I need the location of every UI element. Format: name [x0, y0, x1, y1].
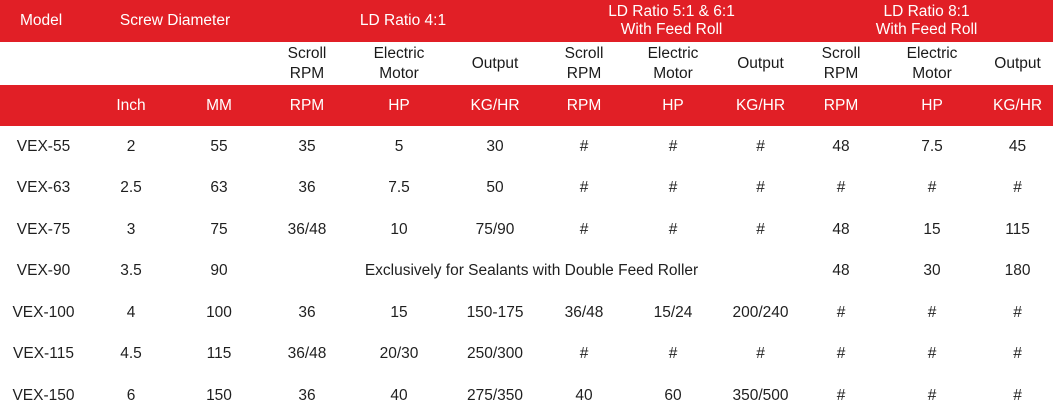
unit-kg-hr: KG/HR [993, 96, 1043, 114]
value-cell: # [756, 220, 765, 238]
value-cell: # [579, 345, 589, 363]
electric-motor-header: Electric Motor [647, 44, 699, 82]
value-cell: 15 [390, 303, 408, 321]
value-cell: # [579, 179, 589, 197]
value-cell: 36 [298, 179, 316, 197]
value-cell: # [1013, 386, 1022, 404]
mm-cell: 75 [210, 220, 228, 238]
ld-ratio-8-1-header: LD Ratio 8:1 With Feed Roll [875, 3, 978, 38]
value-cell: 15 [923, 220, 941, 238]
value-cell: # [836, 345, 846, 363]
group-header-row [0, 0, 1053, 42]
value-cell: # [668, 137, 678, 155]
model-cell: VEX-150 [12, 386, 75, 404]
inch-cell: 3.5 [120, 262, 142, 280]
ld-ratio-5-6-header: LD Ratio 5:1 & 6:1 With Feed Roll [608, 3, 735, 38]
value-cell: # [668, 345, 678, 363]
table-row [0, 375, 1053, 417]
value-cell: 115 [1005, 220, 1030, 238]
value-cell: 36/48 [287, 220, 327, 238]
value-cell: 10 [390, 220, 408, 238]
inch-cell: 6 [126, 386, 136, 404]
unit-rpm: RPM [289, 96, 325, 114]
unit-hp: HP [662, 96, 684, 114]
electric-motor-header: Electric Motor [906, 44, 958, 82]
value-cell: 48 [832, 262, 850, 280]
value-cell: 275/350 [466, 386, 524, 404]
value-cell: 200/240 [732, 303, 789, 321]
output-header: Output [737, 54, 784, 72]
table-row [0, 292, 1053, 334]
model-cell: VEX-100 [12, 303, 75, 321]
value-cell: 36 [298, 303, 316, 321]
mm-cell: 63 [210, 179, 228, 197]
mm-cell: 115 [206, 345, 232, 363]
value-cell: 7.5 [921, 137, 943, 155]
value-cell: 45 [1008, 137, 1027, 155]
ld-ratio-4-1-header: LD Ratio 4:1 [359, 12, 447, 29]
table-row [0, 209, 1053, 251]
value-cell: 7.5 [388, 179, 410, 197]
value-cell: # [836, 303, 846, 321]
value-cell: 150-175 [466, 303, 524, 321]
value-cell: 40 [575, 386, 593, 404]
exclusive-note: Exclusively for Sealants with Double Feed Roller [364, 262, 699, 280]
model-cell: VEX-75 [16, 220, 71, 238]
unit-hp: HP [388, 96, 410, 114]
column-header-row [0, 42, 1053, 85]
unit-inch: Inch [116, 96, 146, 114]
mm-cell: 150 [206, 386, 232, 404]
unit-rpm: RPM [823, 96, 859, 114]
model-cell: VEX-115 [13, 345, 74, 363]
unit-rpm: RPM [566, 96, 602, 114]
scroll-rpm-header: Scroll RPM [564, 44, 604, 82]
value-cell: # [927, 303, 937, 321]
value-cell: 50 [486, 179, 504, 197]
unit-kg-hr: KG/HR [470, 96, 520, 114]
inch-cell: 2 [126, 137, 136, 155]
empty-unit-cell [0, 85, 87, 126]
value-cell: # [579, 137, 589, 155]
value-cell: 30 [923, 262, 941, 280]
table-row [0, 168, 1053, 210]
value-cell: # [579, 220, 589, 238]
value-cell: # [836, 179, 846, 197]
mm-cell: 100 [206, 303, 232, 321]
value-cell: # [927, 179, 937, 197]
value-cell: # [927, 345, 937, 363]
value-cell: 20/30 [379, 345, 419, 363]
model-header: Model [20, 12, 63, 29]
empty-header-cell [87, 42, 175, 85]
units-row [0, 85, 1053, 126]
unit-hp: HP [921, 96, 943, 114]
value-cell: 36 [298, 386, 316, 404]
output-header: Output [471, 54, 519, 72]
value-cell: # [756, 179, 765, 197]
value-cell: 36/48 [287, 345, 327, 363]
inch-cell: 4.5 [120, 345, 142, 363]
unit-mm: MM [206, 96, 232, 114]
value-cell: # [836, 386, 846, 404]
value-cell: 15/24 [653, 303, 693, 321]
value-cell: # [756, 137, 765, 155]
inch-cell: 3 [126, 220, 136, 238]
value-cell: # [668, 179, 678, 197]
value-cell: 36/48 [564, 303, 604, 321]
mm-cell: 55 [210, 137, 228, 155]
value-cell: 48 [832, 220, 850, 238]
electric-motor-header: Electric Motor [373, 44, 425, 82]
unit-kg-hr: KG/HR [735, 96, 786, 114]
value-cell: # [668, 220, 678, 238]
value-cell: 250/300 [466, 345, 524, 363]
empty-header-cell [175, 42, 263, 85]
output-header: Output [994, 54, 1041, 72]
value-cell: 48 [832, 137, 850, 155]
value-cell: # [1013, 179, 1022, 197]
value-cell: 60 [664, 386, 682, 404]
value-cell: 5 [394, 137, 404, 155]
value-cell: 35 [298, 137, 316, 155]
table-row [0, 251, 1053, 293]
mm-cell: 90 [210, 262, 228, 280]
value-cell: 350/500 [732, 386, 789, 404]
model-cell: VEX-63 [16, 179, 71, 197]
value-cell: 180 [1004, 262, 1031, 280]
value-cell: 40 [390, 386, 408, 404]
inch-cell: 2.5 [120, 179, 142, 197]
table-row [0, 126, 1053, 168]
empty-header-cell [0, 42, 87, 85]
value-cell: # [756, 345, 765, 363]
table-row [0, 334, 1053, 376]
value-cell: 75/90 [475, 220, 515, 238]
model-cell: VEX-90 [16, 262, 71, 280]
screw-diameter-header: Screw Diameter [119, 12, 231, 29]
model-cell: VEX-55 [16, 137, 71, 155]
value-cell: 30 [486, 137, 504, 155]
value-cell: # [927, 386, 937, 404]
value-cell: # [1013, 303, 1022, 321]
value-cell: # [1013, 345, 1022, 363]
scroll-rpm-header: Scroll RPM [287, 44, 327, 82]
scroll-rpm-header: Scroll RPM [821, 44, 861, 82]
inch-cell: 4 [126, 303, 136, 321]
